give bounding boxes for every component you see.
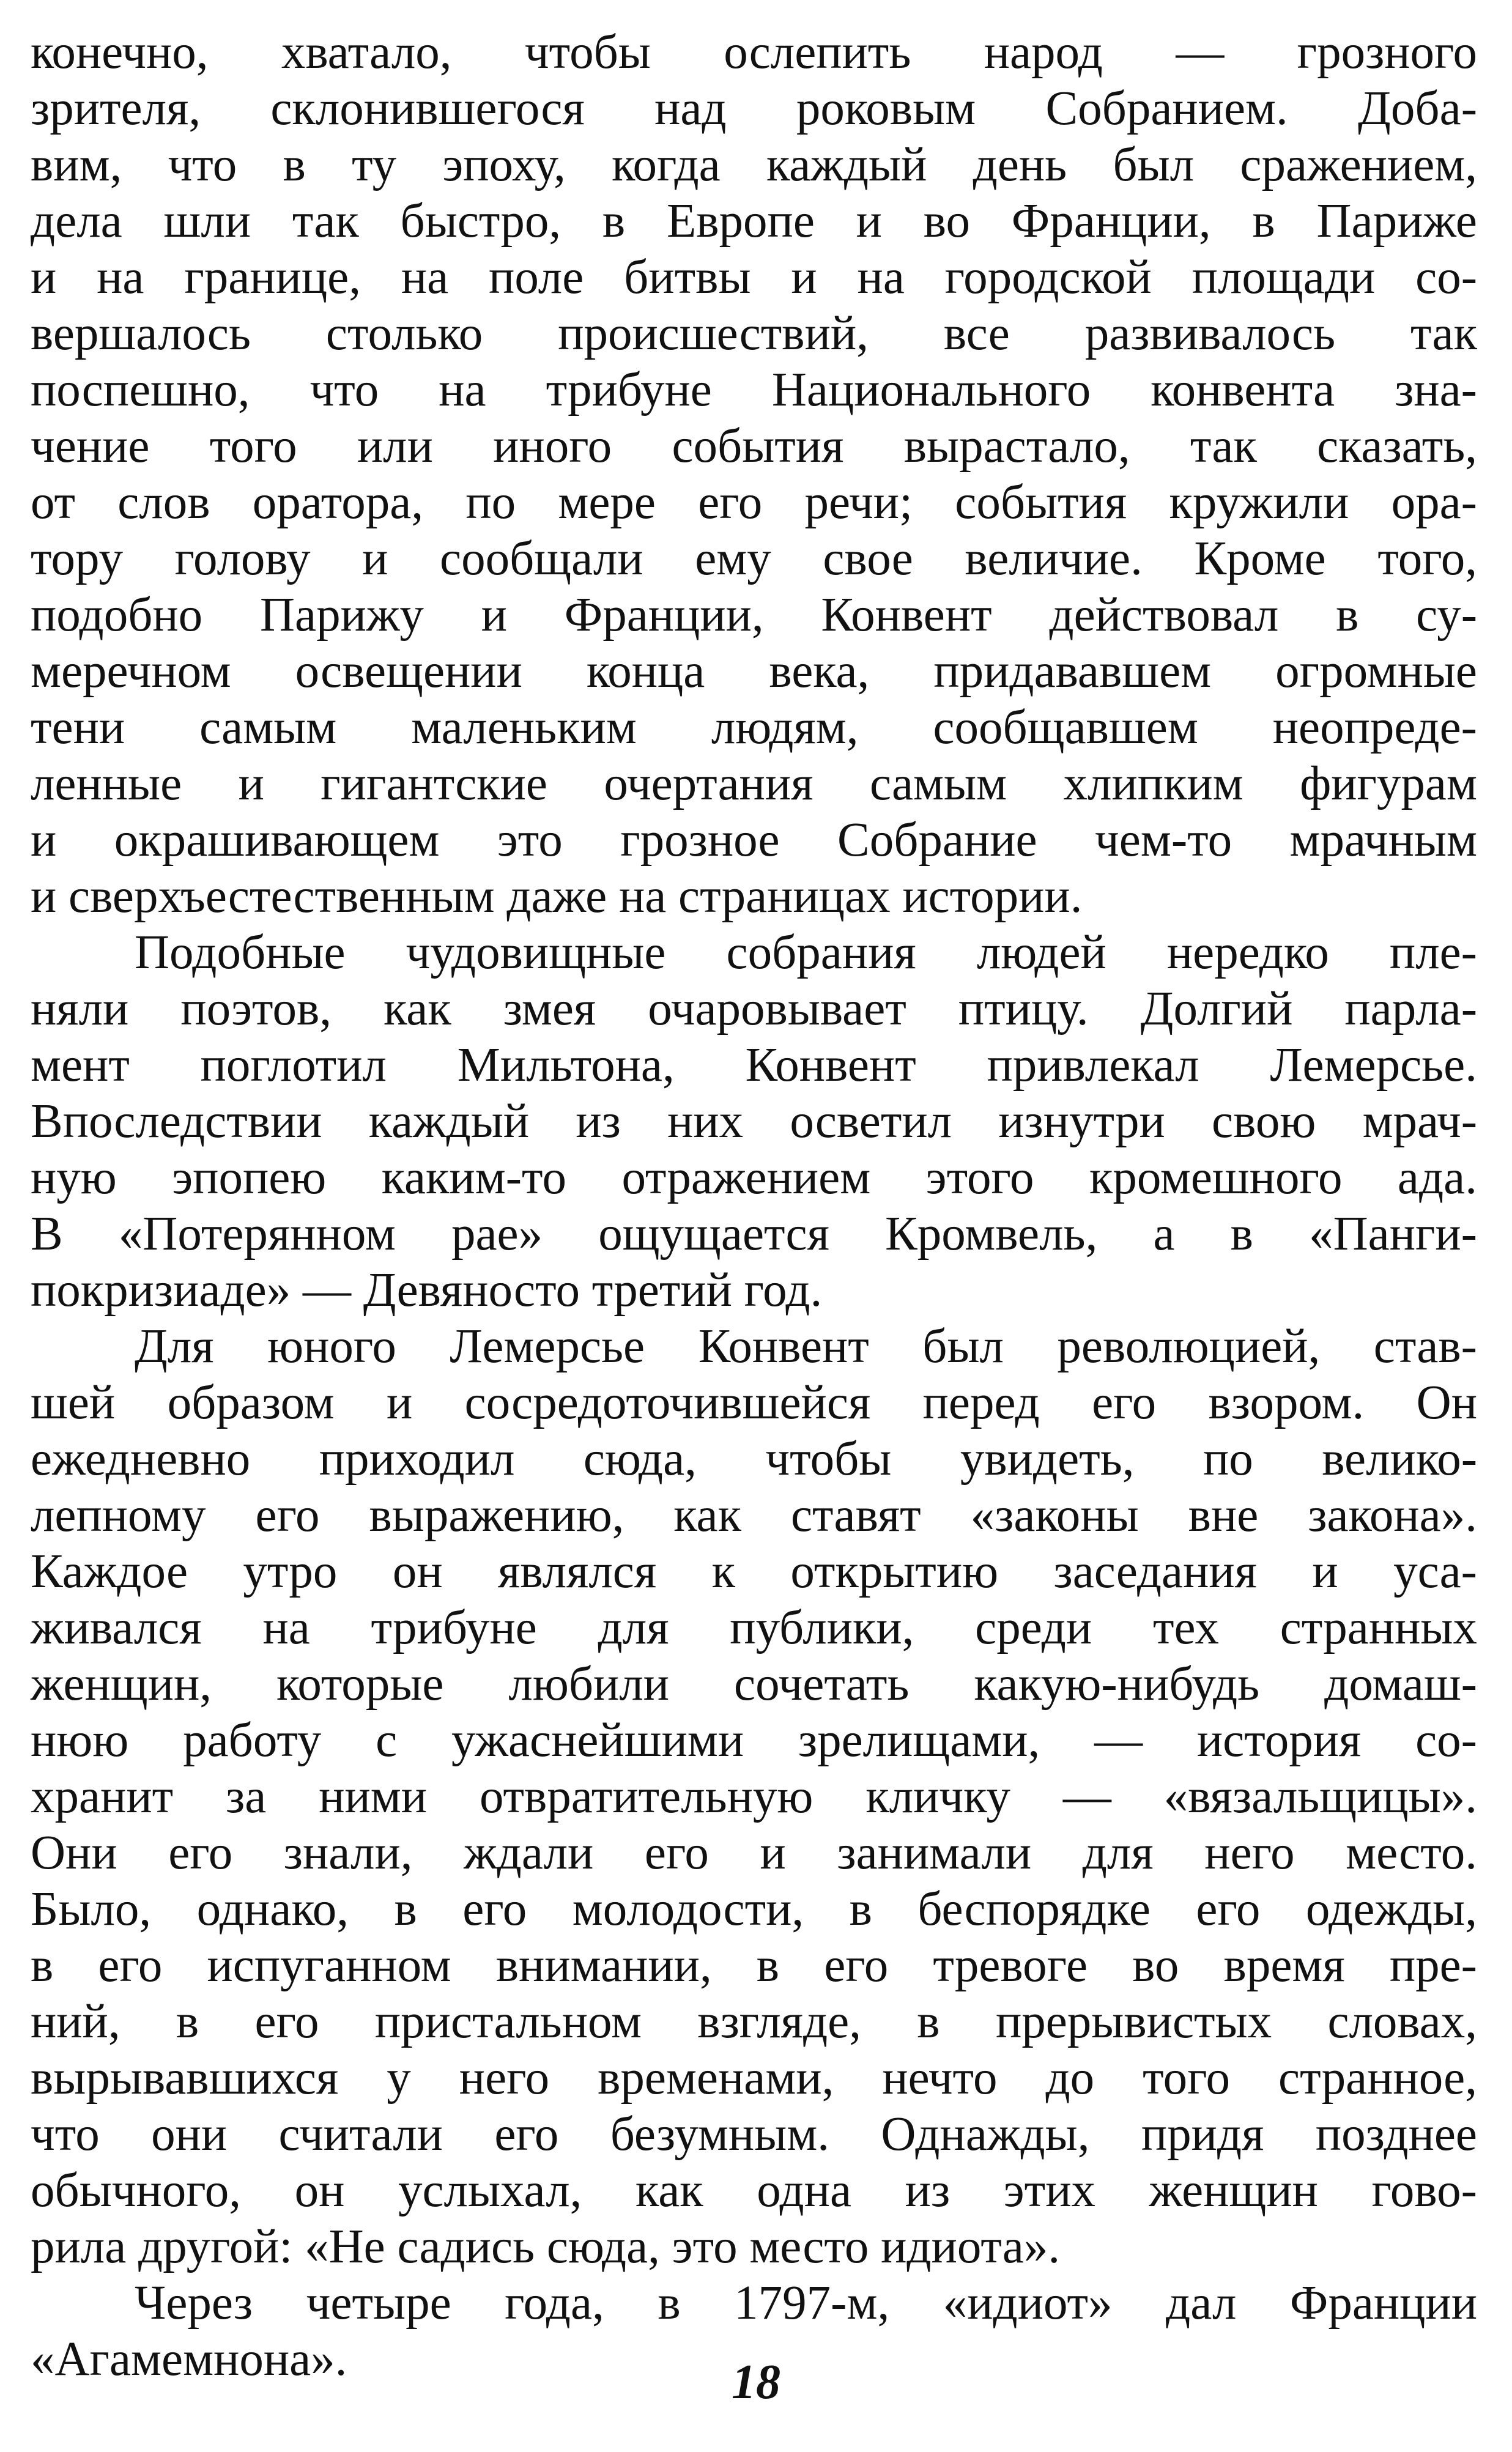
text-line: дела шли так быстро, в Европе и во Франции, в Париже (31, 194, 1477, 248)
text-line: что они считали его безумным. Однажды, придя позднее (31, 2108, 1477, 2161)
page-body (31, 24, 1477, 2388)
text-line: тору голову и сообщали ему свое величие. Кроме того, (31, 532, 1477, 585)
text-line: Для юного Лемерсье Конвент был революцией, став- (135, 1320, 1477, 1373)
paragraph (31, 925, 1477, 1319)
text-line: обычного, он услыхал, как одна из этих женщин гово- (31, 2164, 1477, 2217)
text-line: и на границе, на поле битвы и на городской площади со- (31, 251, 1477, 304)
text-line: вырывавшихся у него временами, нечто до того странное, (31, 2051, 1477, 2105)
text-line: ний, в его пристальном взгляде, в прерывистых словах, (31, 1995, 1477, 2048)
text-line: вим, что в ту эпоху, когда каждый день был сражением, (31, 138, 1477, 191)
text-line: вершалось столько происшествий, все развивалось так (31, 307, 1477, 360)
text-line: покризиаде» — Девяносто третий год. (31, 1264, 823, 1317)
text-line: шей образом и сосредоточившейся перед его взором. Он (31, 1376, 1477, 1429)
page-number: 18 (732, 2355, 780, 2409)
text-line: нюю работу с ужаснейшими зрелищами, — история со- (31, 1714, 1477, 1767)
text-line: ную эпопею каким-то отражением этого кромешного ада. (31, 1151, 1477, 1204)
text-line: Было, однако, в его молодости, в беспорядке его одежды, (31, 1883, 1477, 1936)
text-line: няли поэтов, как змея очаровывает птицу. Долгий парла- (31, 982, 1477, 1035)
text-line: ленные и гигантские очертания самым хлипким фигурам (31, 757, 1477, 810)
text-line: Каждое утро он являлся к открытию заседания и уса- (31, 1545, 1477, 1598)
text-line: и окрашивающем это грозное Собрание чем-то мрачным (31, 813, 1477, 867)
text-line: лепному его выражению, как ставят «законы вне закона». (31, 1489, 1477, 1542)
text-line: и сверхъестественным даже на страницах истории. (31, 870, 1083, 923)
text-line: от слов оратора, по мере его речи; события кружили ора- (31, 476, 1477, 529)
text-line: В «Потерянном рае» ощущается Кромвель, а в «Панги- (31, 1207, 1477, 1261)
text-line: зрителя, склонившегося над роковым Собранием. Доба- (31, 82, 1477, 135)
text-line: живался на трибуне для публики, среди тех странных (31, 1601, 1477, 1654)
text-line: тени самым маленьким людям, сообщавшем неопреде- (31, 701, 1477, 754)
text-line: мент поглотил Мильтона, Конвент привлекал Лемерсье. (31, 1039, 1477, 1092)
text-line: «Агамемнона». (31, 2333, 347, 2386)
paragraph (31, 1319, 1477, 2275)
text-line: ежедневно приходил сюда, чтобы увидеть, по велико- (31, 1432, 1477, 1486)
text-line: хранит за ними отвратительную кличку — «вязальщицы». (31, 1770, 1477, 1823)
text-line: конечно, хватало, чтобы ослепить народ — грозного (31, 26, 1477, 79)
text-line: Они его знали, ждали его и занимали для него место. (31, 1826, 1477, 1880)
paragraph (31, 24, 1477, 925)
text-line: в его испуганном внимании, в его тревоге во время пре- (31, 1939, 1477, 1992)
text-line: Подобные чудовищные собрания людей нередко пле- (135, 926, 1477, 979)
text-line: подобно Парижу и Франции, Конвент действовал в су- (31, 588, 1477, 642)
text-line: Через четыре года, в 1797-м, «идиот» дал Франции (135, 2276, 1477, 2330)
text-line: чение того или иного события вырастало, так сказать, (31, 420, 1477, 473)
text-line: поспешно, что на трибуне Национального конвента зна- (31, 363, 1477, 417)
text-line: рила другой: «Не садись сюда, это место идиота». (31, 2220, 1061, 2273)
text-line: женщин, которые любили сочетать какую-нибудь домаш- (31, 1658, 1477, 1711)
text-line: меречном освещении конца века, придававшем огромные (31, 645, 1477, 698)
text-line: Впоследствии каждый из них осветил изнутри свою мрач- (31, 1095, 1477, 1148)
